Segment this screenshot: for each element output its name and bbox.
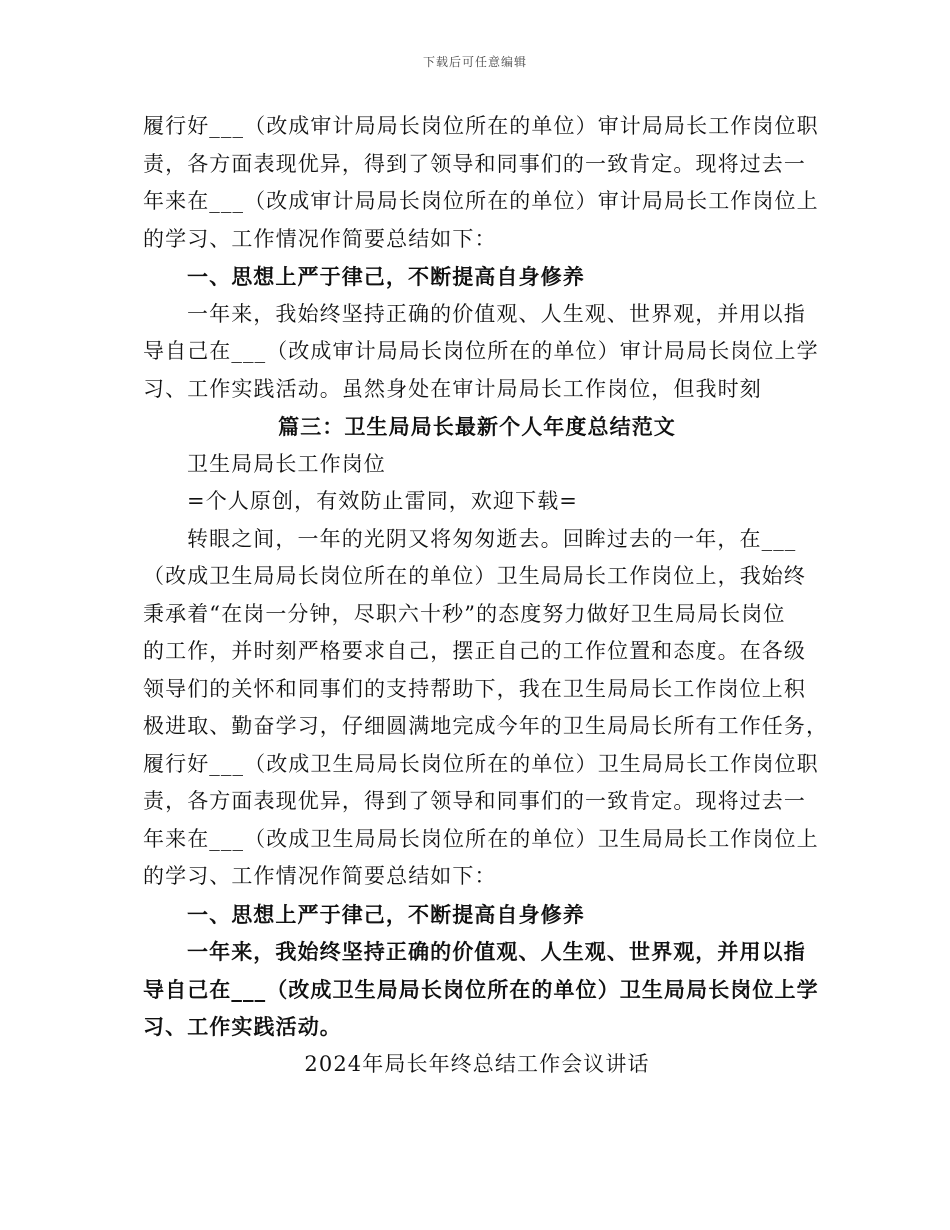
body-line: 的工作，并时刻严格要求自己，摆正自己的工作位置和态度。在各级 xyxy=(143,639,806,663)
body-line: 履行好___（改成审计局局长岗位所在的单位）审计局局长工作岗位职 xyxy=(143,114,819,138)
body-line: 年来在___（改成卫生局局长岗位所在的单位）卫生局局长工作岗位上 xyxy=(143,826,819,851)
article-title: 篇三：卫生局局长最新个人年度总结范文 xyxy=(278,414,676,439)
body-line: 履行好___（改成卫生局局长岗位所在的单位）卫生局局长工作岗位职 xyxy=(143,751,819,776)
body-line: 习、工作实践活动。虽然身处在审计局局长工作岗位，但我时刻 xyxy=(143,376,762,401)
body-line-bold: 一年来，我始终坚持正确的价值观、人生观、世界观，并用以指 xyxy=(187,939,806,964)
body-line: 的学习、工作情况作简要总结如下： xyxy=(143,864,497,888)
job-title-line: 卫生局局长工作岗位 xyxy=(187,451,386,476)
body-line: 极进取、勤奋学习，仔细圆满地完成今年的卫生局局长所有工作任务， xyxy=(143,714,829,738)
page-header-note: 下载后可任意编辑 xyxy=(422,55,527,69)
section-heading: 一、思想上严于律己，不断提高自身修养 xyxy=(187,901,585,927)
body-line: 领导们的关怀和同事们的支持帮助下，我在卫生局局长工作岗位上积 xyxy=(143,676,806,701)
notice-line: =个人原创，有效防止雷同，欢迎下载= xyxy=(187,489,578,513)
body-line: 秉承着“在岗一分钟，尽职六十秒”的态度努力做好卫生局局长岗位 xyxy=(143,601,786,626)
body-line: 转眼之间，一年的光阴又将匆匆逝去。回眸过去的一年，在___ xyxy=(187,526,797,551)
body-line-bold: 习、工作实践活动。 xyxy=(143,1014,342,1039)
section-heading: 一、思想上严于律己，不断提高自身修养 xyxy=(187,264,585,289)
body-line: 一年来，我始终坚持正确的价值观、人生观、世界观，并用以指 xyxy=(187,301,806,326)
body-line: 年来在___（改成审计局局长岗位所在的单位）审计局局长工作岗位上 xyxy=(143,189,819,213)
next-article-title: 2024年局长年终总结工作会议讲话 xyxy=(304,1051,650,1076)
body-line: 责，各方面表现优异，得到了领导和同事们的一致肯定。现将过去一 xyxy=(143,151,806,176)
body-line: 导自己在___（改成审计局局长岗位所在的单位）审计局局长岗位上学 xyxy=(143,339,819,363)
body-line-bold: 导自己在___（改成卫生局局长岗位所在的单位）卫生局局长岗位上学 xyxy=(143,976,819,1002)
body-line: 的学习、工作情况作简要总结如下： xyxy=(143,226,497,251)
document-body xyxy=(143,108,829,1083)
body-line: （改成卫生局局长岗位所在的单位）卫生局局长工作岗位上，我始终 xyxy=(143,564,806,588)
body-line: 责，各方面表现优异，得到了领导和同事们的一致肯定。现将过去一 xyxy=(143,789,806,813)
